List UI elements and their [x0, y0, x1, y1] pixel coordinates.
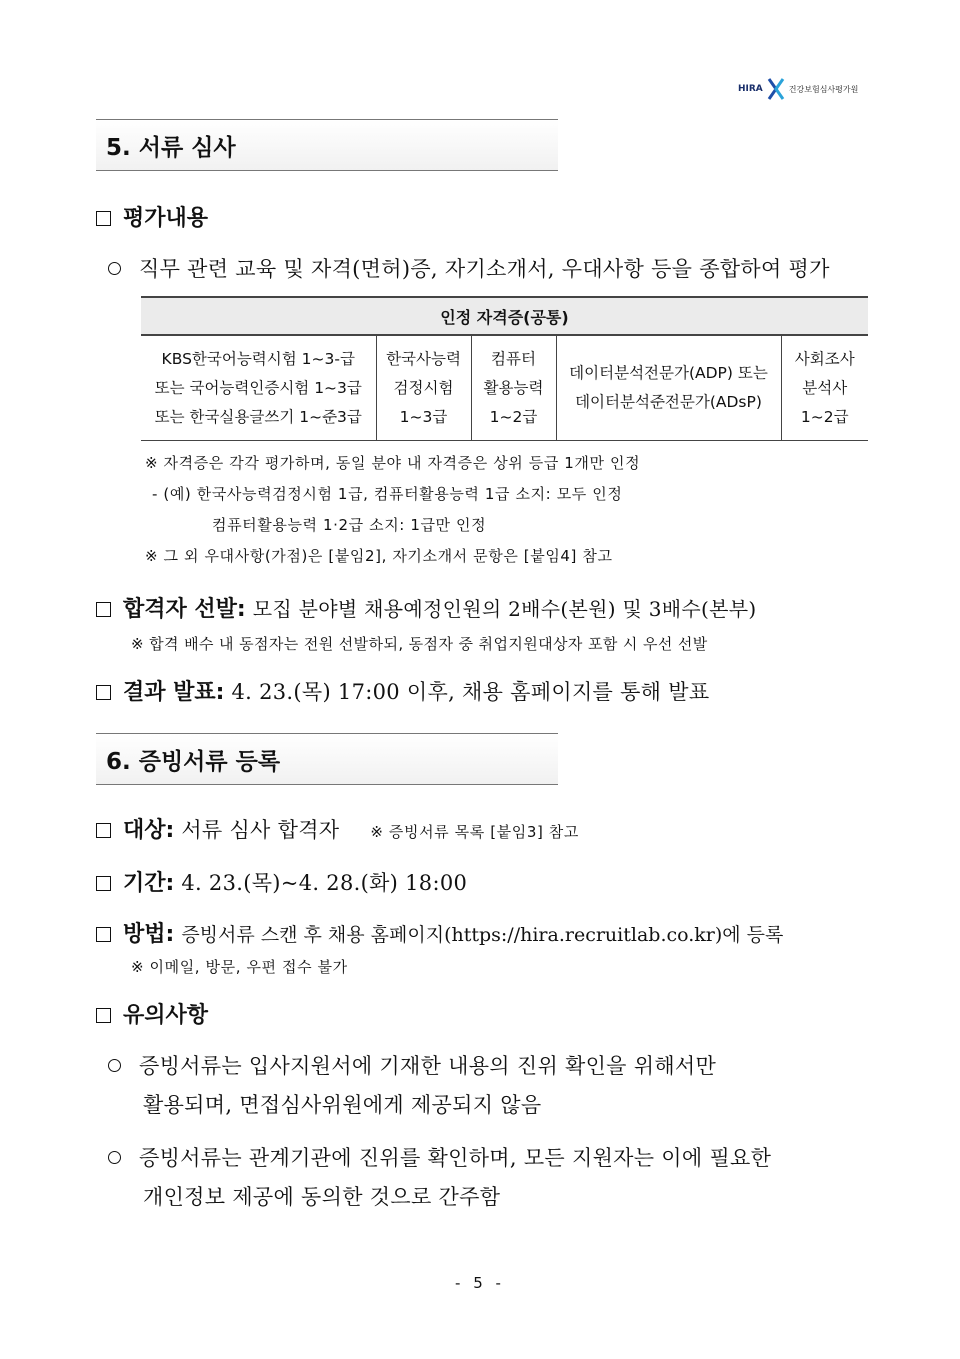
table-cell-computer	[471, 335, 556, 441]
section-6-title: 6. 증빙서류 등록	[106, 748, 281, 775]
result-line	[96, 675, 709, 706]
hira-logo-icon	[767, 78, 785, 100]
caution-item	[108, 1050, 716, 1080]
evaluation-heading	[96, 201, 208, 232]
cell-line: 또는 국어능력인증시험 1~3급	[154, 378, 362, 397]
square-bullet-icon	[96, 602, 111, 617]
caution-label: 유의사항	[123, 1003, 209, 1028]
qualification-table	[141, 296, 868, 441]
logo-text-ko: 건강보험심사평가원	[788, 84, 859, 94]
table-cell-korean-tests	[141, 335, 376, 441]
table-cell-social-survey	[781, 335, 868, 441]
section-5-title: 5. 서류 심사	[106, 134, 236, 161]
square-bullet-icon	[96, 211, 111, 226]
evaluation-text: 직무 관련 교육 및 자격(면허)증, 자기소개서, 우대사항 등을 종합하여 평가	[139, 257, 830, 281]
table-note-example: 컴퓨터활용능력 1·2급 소지: 1급만 인정	[212, 516, 487, 534]
selection-note: ※ 합격 배수 내 동점자는 전원 선발하되, 동점자 중 취업지원대상자 포함 시 우선 선발	[131, 635, 708, 653]
evaluation-bullet	[108, 253, 830, 283]
page-number: - 5 -	[455, 1274, 505, 1292]
caution-item-continuation: 개인정보 제공에 동의한 것으로 간주함	[143, 1185, 501, 1209]
result-label: 결과 발표:	[123, 680, 225, 705]
cell-line: 분석사	[802, 378, 848, 397]
evaluation-label: 평가내용	[123, 206, 209, 231]
square-bullet-icon	[96, 685, 111, 700]
table-cell-korean-history	[376, 335, 471, 441]
table-header: 인정 자격증(공통)	[141, 297, 868, 335]
square-bullet-icon	[96, 823, 111, 838]
caution-item-line: 증빙서류는 입사지원서에 기재한 내용의 진위 확인을 위해서만	[139, 1054, 717, 1078]
table-row	[141, 335, 868, 441]
cell-line: 또는 한국실용글쓰기 1~준3급	[154, 407, 362, 426]
table-note-example: - (예) 한국사능력검정시험 1급, 컴퓨터활용능력 1급 소지: 모두 인정	[152, 485, 623, 503]
caution-item-line: 증빙서류는 관계기관에 진위를 확인하며, 모든 지원자는 이에 필요한	[139, 1146, 772, 1170]
section-5-heading	[96, 119, 558, 171]
target-line	[96, 813, 579, 844]
method-text: 증빙서류 스캔 후 채용 홈페이지(https://hira.recruitlab.co.kr)에 등록	[181, 924, 784, 946]
logo-text-en: HIRA	[738, 84, 763, 94]
circle-bullet-icon	[108, 262, 121, 275]
circle-bullet-icon	[108, 1151, 121, 1164]
cell-line: 1~2급	[489, 407, 538, 426]
circle-bullet-icon	[108, 1059, 121, 1072]
cell-line: 1~2급	[800, 407, 849, 426]
square-bullet-icon	[96, 876, 111, 891]
section-6-heading	[96, 733, 558, 785]
cell-line: KBS한국어능력시험 1~3-급	[161, 349, 355, 368]
selection-label: 합격자 선발:	[123, 597, 246, 622]
target-note: ※ 증빙서류 목록 [붙임3] 참고	[370, 823, 579, 841]
hira-logo	[738, 78, 858, 100]
cell-line: 검정시험	[393, 378, 454, 397]
period-text: 4. 23.(목)~4. 28.(화) 18:00	[181, 871, 468, 895]
caution-item-continuation: 활용되며, 면접심사위원에게 제공되지 않음	[143, 1093, 542, 1117]
cell-line: 활용능력	[483, 378, 544, 397]
target-text: 서류 심사 합격자	[181, 818, 340, 842]
caution-item	[108, 1142, 771, 1172]
cell-line: 데이터분석준전문가(ADsP)	[575, 393, 762, 411]
table-note: ※ 그 외 우대사항(가점)은 [붙임2], 자기소개서 문항은 [붙임4] 참고	[145, 547, 613, 565]
square-bullet-icon	[96, 927, 111, 942]
method-line	[96, 917, 783, 948]
table-note: ※ 자격증은 각각 평가하며, 동일 분야 내 자격증은 상위 등급 1개만 인정	[145, 454, 641, 472]
cell-line: 데이터분석전문가(ADP) 또는	[569, 364, 768, 382]
selection-text: 모집 분야별 채용예정인원의 2배수(본원) 및 3배수(본부)	[252, 597, 757, 621]
method-note: ※ 이메일, 방문, 우편 접수 불가	[131, 958, 348, 976]
period-label: 기간:	[123, 871, 175, 896]
square-bullet-icon	[96, 1008, 111, 1023]
selection-line	[96, 592, 757, 623]
cell-line: 한국사능력	[386, 349, 461, 368]
cell-line: 사회조사	[794, 349, 855, 368]
target-label: 대상:	[123, 818, 175, 843]
cell-line: 컴퓨터	[491, 349, 536, 368]
table-cell-data-analysis	[556, 335, 781, 441]
method-label: 방법:	[123, 922, 175, 947]
cell-line: 1~3급	[399, 407, 448, 426]
result-text: 4. 23.(목) 17:00 이후, 채용 홈페이지를 통해 발표	[231, 680, 710, 704]
caution-heading	[96, 998, 208, 1029]
period-line	[96, 866, 467, 897]
